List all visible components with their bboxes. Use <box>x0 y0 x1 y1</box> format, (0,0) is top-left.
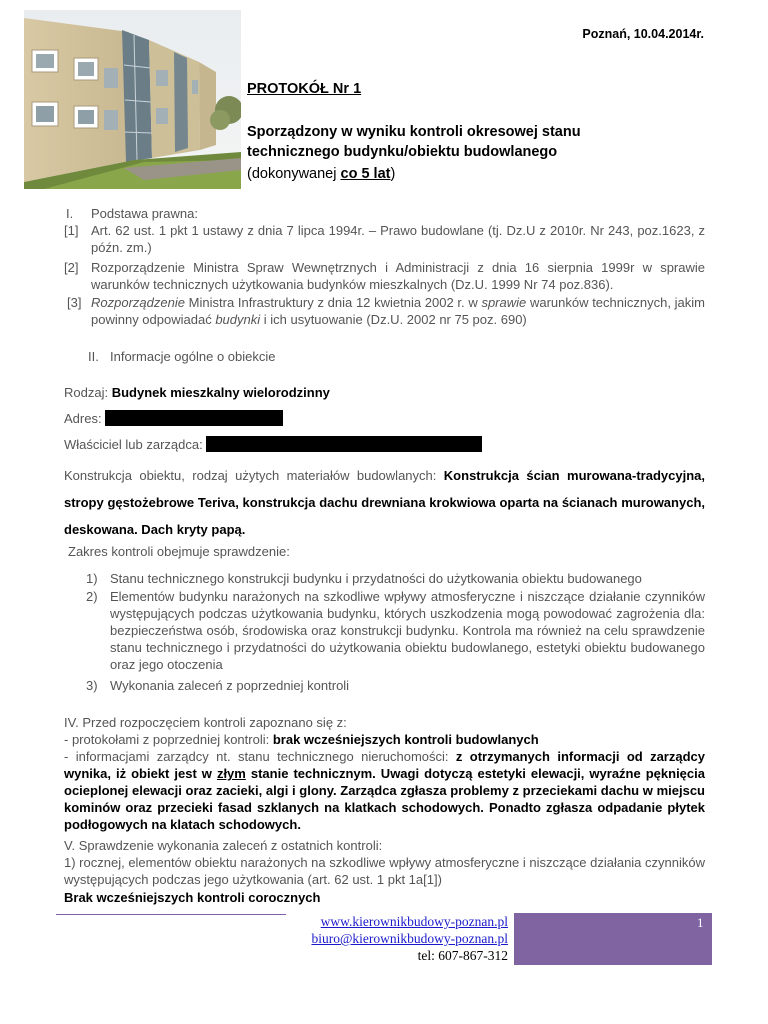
place-date: Poznań, 10.04.2014r. <box>582 27 704 41</box>
manager-information-value-a: z otrzymanych informacji od zarządcy wynika, iż obiekt jest w <box>64 749 705 781</box>
previous-protocols <box>64 731 705 748</box>
manager-information-value-b: stanie technicznym. Uwagi dotyczą estetyki elewacji, wyraźne pęknięcia ocieplonej elewacji oraz zacieki, algi i glony. Zarządca zgłasza problemy z przeciekami dachu w miejscu kominów oraz przecieki fasad szklanych na klatkach schodowych. Ponadto zgłasza odpadanie płytek podłogowych na klatach schodowych. <box>64 766 705 832</box>
manager-information-label: - informacjami zarządcy nt. stanu technicznego nieruchomości: <box>64 749 449 764</box>
field-owner-label: Właściciel lub zarządca: <box>64 437 203 452</box>
field-type-label: Rodzaj: <box>64 385 109 400</box>
footer-accent-box <box>514 913 712 965</box>
section-5-heading: V. Sprawdzenie wykonania zaleceń z ostatnich kontroli: <box>64 838 383 853</box>
legal-basis-italic: Rozporządzenie <box>91 295 185 310</box>
scope-item-number: 1) <box>86 571 98 586</box>
subtitle-line-1: Sporządzony w wyniku kontroli okresowej stanu <box>247 124 581 140</box>
website-link[interactable]: www.kierownikbudowy-poznan.pl <box>320 914 508 929</box>
legal-basis-italic: budynki <box>215 312 261 327</box>
previous-protocols-value: brak wcześniejszych kontroli budowlanych <box>272 732 539 747</box>
email-link[interactable]: biuro@kierownikbudowy-poznan.pl <box>311 931 508 946</box>
legal-basis-italic: sprawie <box>481 295 527 310</box>
protocol-title: PROTOKÓŁ Nr 1 <box>247 81 362 97</box>
annual-inspection-text: 1) rocznej, elementów obiektu narażonych na szkodliwe wpływy atmosferyczne i niszczące działania czynników występujących podczas jego użytkowania (art. 62 ust. 1 pkt 1a[1]) <box>64 855 705 887</box>
scope-item-text: Wykonania zaleceń z poprzedniej kontroli <box>110 678 350 693</box>
building-photo <box>24 10 241 189</box>
field-construction-value: Konstrukcja ścian murowana-tradycyjna, stropy gęstożebrowe Teriva, konstrukcja dachu drewniana krokwiowa oparta na ścianach murowanych, deskowana. Dach kryty papą. <box>64 468 705 537</box>
scope-item <box>86 570 705 587</box>
legal-basis-item <box>64 259 705 293</box>
section-1-number: I. <box>66 206 74 221</box>
manager-information-condition: złym <box>216 766 246 781</box>
legal-basis-text: Art. 62 ust. 1 pkt 1 ustawy z dnia 7 lipca 1994r. – Prawo budowlane (tj. Dz.U z 2010r. Nr 243, poz.1623, z późn. zm.) <box>91 223 705 255</box>
legal-basis-number: [3] <box>67 295 82 310</box>
section-4-heading: IV. Przed rozpoczęciem kontroli zapoznano się z: <box>64 715 347 730</box>
field-owner <box>64 436 705 453</box>
manager-information <box>64 748 705 833</box>
scope-heading: Zakres kontroli obejmuje sprawdzenie: <box>68 544 290 559</box>
scope-item-number: 2) <box>86 589 98 604</box>
legal-basis-item <box>64 222 705 256</box>
legal-basis-text <box>91 294 705 328</box>
previous-protocols-label: - protokołami z poprzedniej kontroli: <box>64 732 270 747</box>
field-construction <box>64 462 705 543</box>
scope-item-number: 3) <box>86 678 98 693</box>
legal-basis-number: [2] <box>64 260 79 275</box>
subtitle-suffix: ) <box>390 166 396 182</box>
field-address <box>64 410 705 427</box>
scope-item-text: Elementów budynku narażonych na szkodliwe wpływy atmosferyczne i niszczące działanie czynników występujących podczas użytkowania budynku, których uszkodzenia mogą powodować zagrożenia dla: bezpieczeństwa osób, środowiska oraz konstrukcji budynku. Kontrola ma również na celu sprawdzenie stanu technicznego i przydatności do użytkowania obiektu budowlanego, estetyki obiektu budowanego oraz jego otoczenia <box>110 589 705 672</box>
field-construction-label: Konstrukcja obiektu, rodzaj użytych materiałów budowlanych: <box>64 468 437 483</box>
legal-basis-part: warunków technicznych, jakim powinny odpowiadać <box>91 295 706 327</box>
legal-basis-text: Rozporządzenie Ministra Spraw Wewnętrznych i Administracji z dnia 16 sierpnia 1999r w sprawie warunków technicznych użytkowania budynków mieszkalnych (Dz.U. 1999 Nr 74 poz.836). <box>91 260 705 292</box>
phone-number: tel: 607-867-312 <box>417 948 508 963</box>
section-1-title: Podstawa prawna: <box>91 206 198 221</box>
footer-contact <box>311 913 508 964</box>
redacted-address <box>105 410 283 426</box>
section-2-title: Informacje ogólne o obiekcie <box>110 349 276 364</box>
section-2-number: II. <box>88 349 99 364</box>
subtitle-line-3 <box>247 164 395 184</box>
subtitle-period: co 5 lat <box>340 166 391 182</box>
footer-divider <box>56 914 286 915</box>
annual-inspection-result: Brak wcześniejszych kontroli corocznych <box>64 890 321 905</box>
scope-item-text: Stanu technicznego konstrukcji budynku i przydatności do użytkowania obiektu budowanego <box>110 571 642 586</box>
subtitle-line-2: technicznego budynku/obiektu budowlanego <box>247 144 558 160</box>
scope-item <box>86 677 705 694</box>
legal-basis-item <box>64 294 705 328</box>
protocol-subtitle <box>247 122 667 162</box>
page-number: 1 <box>697 915 704 930</box>
field-type-value: Budynek mieszkalny wielorodzinny <box>111 385 330 400</box>
field-type <box>64 384 705 401</box>
section-1-heading <box>64 205 705 222</box>
legal-basis-part: i ich usytuowanie (Dz.U. 2002 nr 75 poz. 690) <box>260 312 527 327</box>
scope-item <box>86 588 705 673</box>
field-address-label: Adres: <box>64 411 102 426</box>
legal-basis-number: [1] <box>64 223 79 238</box>
redacted-owner <box>206 436 482 452</box>
subtitle-prefix: (dokonywanej <box>247 166 341 182</box>
legal-basis-part: Ministra Infrastruktury z dnia 12 kwietnia 2002 r. w <box>184 295 482 310</box>
